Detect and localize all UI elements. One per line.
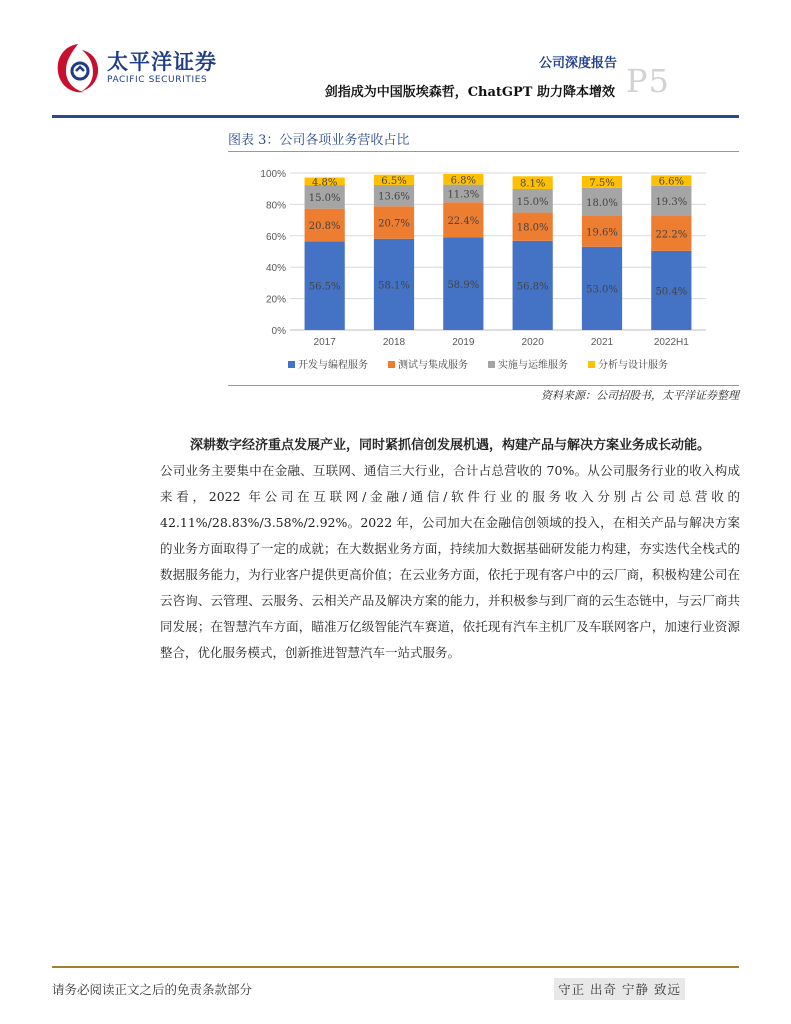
data-label: 53.0% [586, 284, 618, 296]
x-tick-label: 2019 [452, 337, 475, 348]
data-label: 11.3% [447, 189, 480, 201]
page-number: P5 [626, 62, 670, 100]
data-label: 18.0% [516, 222, 549, 234]
data-label: 13.6% [378, 191, 410, 203]
data-label: 19.6% [586, 227, 618, 239]
data-label: 20.8% [308, 220, 341, 232]
data-label: 7.5% [589, 177, 615, 189]
y-tick-label: 80% [265, 200, 286, 212]
x-tick-label: 2017 [313, 337, 336, 348]
legend-label: 实施与运维服务 [498, 360, 568, 371]
figure-top-rule [228, 151, 739, 152]
logo-text-en: PACIFIC SECURITIES [107, 75, 208, 85]
report-type: 公司深度报告 [538, 56, 617, 71]
figure-source: 资料来源：公司招股书，太平洋证券整理 [541, 389, 739, 402]
legend-label: 分析与设计服务 [598, 360, 668, 371]
data-label: 8.1% [519, 178, 546, 190]
data-label: 18.0% [586, 197, 618, 209]
revenue-share-chart [228, 155, 739, 383]
legend-label: 开发与编程服务 [298, 360, 368, 371]
data-label: 6.8% [450, 175, 477, 187]
data-label: 58.9% [447, 279, 480, 291]
y-tick-label: 100% [260, 169, 286, 180]
footer-slogan: 守正 出奇 宁静 致远 [554, 978, 685, 1000]
y-tick-label: 40% [265, 263, 286, 275]
data-label: 56.5% [308, 281, 341, 293]
x-tick-label: 2022H1 [653, 337, 689, 348]
x-tick-label: 2021 [590, 337, 614, 348]
logo-emblem-icon [52, 40, 104, 98]
data-label: 58.1% [378, 280, 410, 292]
legend-label: 测试与集成服务 [398, 360, 468, 371]
data-label: 6.5% [381, 175, 407, 187]
data-label: 56.8% [516, 281, 549, 293]
y-tick-label: 0% [271, 326, 286, 337]
data-label: 22.2% [655, 229, 688, 241]
legend-swatch [588, 361, 595, 368]
data-label: 6.6% [658, 176, 685, 188]
data-label: 4.8% [311, 177, 338, 189]
x-tick-label: 2020 [521, 337, 544, 348]
paragraph-lead: 深耕数字经济重点发展产业，同时紧抓信创发展机遇，构建产品与解决方案业务成长动能。 [190, 438, 711, 453]
data-label: 19.3% [655, 196, 688, 208]
data-label: 50.4% [655, 286, 688, 298]
y-tick-label: 60% [265, 231, 286, 243]
x-tick-label: 2018 [382, 337, 406, 348]
data-label: 15.0% [308, 192, 341, 204]
figure-caption: 图表 3：公司各项业务营收占比 [228, 133, 410, 148]
footer-disclaimer: 请务必阅读正文之后的免责条款部分 [52, 982, 253, 997]
data-label: 15.0% [516, 196, 549, 208]
report-title: 剑指成为中国版埃森哲，ChatGPT 助力降本增效 [324, 85, 615, 100]
data-label: 22.4% [447, 215, 480, 227]
footer-rule [52, 966, 739, 968]
legend-swatch [288, 361, 295, 368]
data-label: 20.7% [378, 218, 410, 230]
y-tick-label: 20% [265, 294, 286, 306]
logo-text-cn: 太平洋证券 [107, 50, 217, 74]
legend-swatch [488, 361, 495, 368]
company-logo [52, 40, 217, 98]
legend-swatch [388, 361, 395, 368]
paragraph-body: 公司业务主要集中在金融、互联网、通信三大行业，合计占总营收的 70%。从公司服务行业的收入构成来看，2022 年公司在互联网/金融/通信/软件行业的服务收入分别占公司总营收的 42.11%/28.83%/3.58%/2.92%。2022 年，公司加大在金融信创领域的投入，在相关产品与解决方案的业务方面取得了一定的成就；在大数据业务方面，持续加大数据基础研发能力构建，夯实迭代全栈式的数据服务能力，为行业客户提供更高价值；在云业务方面，依托于现有客户中的云厂商，积极构建公司在云咨询、云管理、云服务、云相关产品及解决方案的能力，并积极参与到厂商的云生态链中，与云厂商共同发展；在智慧汽车方面，瞄准万亿级智能汽车赛道，依托现有汽车主机厂及车联网客户，加速行业资源整合，优化服务模式，创新推进智慧汽车一站式服务。 [160, 463, 740, 660]
figure-bottom-rule [228, 385, 739, 386]
header-rule [52, 115, 739, 118]
